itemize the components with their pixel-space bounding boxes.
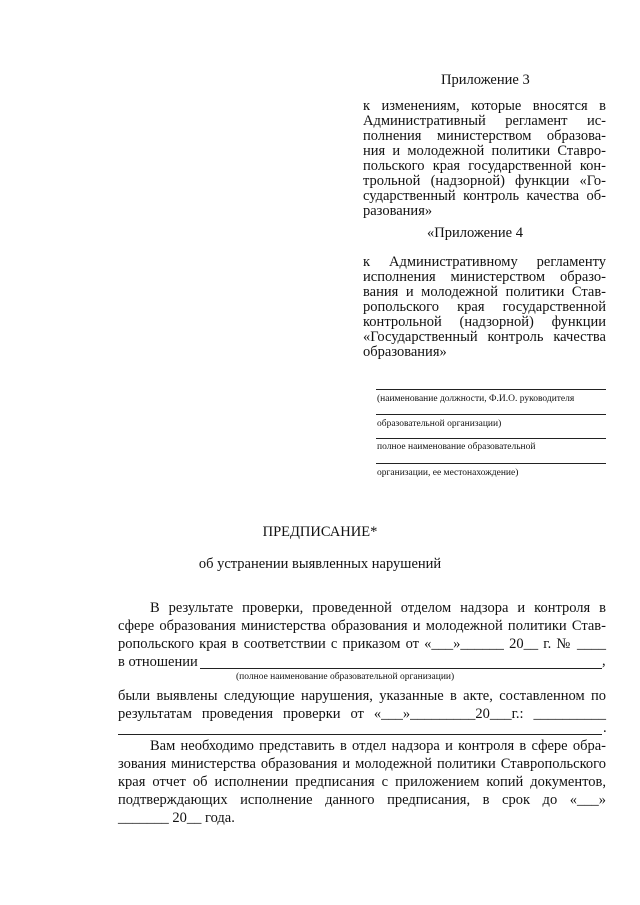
comma: ,: [602, 653, 606, 669]
paragraph-line: сфере образования министерства образования и молодежной политики Став-: [118, 618, 606, 634]
appendix-3-line: польского края государственной кон-: [363, 158, 606, 174]
paragraph-line: ропольского края в соответствии с приказом от «___»______ 20__ г. № ____: [118, 636, 606, 652]
appendix-4-line: исполнения министерством образо-: [363, 269, 606, 285]
appendix-4-line: ропольского края государственной: [363, 299, 606, 315]
appendix-3-line: ния и молодежной политики Ставро-: [363, 143, 606, 159]
paragraph-line: были выявлены следующие нарушения, указанные в акте, составленном по: [118, 688, 606, 704]
appendix-4-line: вания и молодежной политики Став-: [363, 284, 606, 300]
appendix-4-line: образования»: [363, 344, 447, 360]
appendix-4-line: к Административному регламенту: [363, 254, 606, 270]
recipient-caption: организации, ее местонахождение): [377, 468, 519, 478]
organization-caption: (полное наименование образовательной организации): [236, 672, 455, 682]
recipient-line: [376, 389, 606, 390]
paragraph-line: _______ 20__ года.: [118, 810, 235, 826]
appendix-3-line: трольной (надзорной) функции «Го-: [363, 173, 606, 189]
appendix-3-line: полнения министерством образова-: [363, 128, 606, 144]
paragraph-line: В результате проверки, проведенной отделом надзора и контроля в: [150, 600, 606, 616]
violations-line: [118, 734, 602, 735]
paragraph-line: Вам необходимо представить в отдел надзора и контроля в сфере обра-: [150, 738, 606, 754]
appendix-3-title: Приложение 3: [441, 72, 530, 88]
paragraph-line: края отчет об исполнении предписания с приложением копий документов,: [118, 774, 606, 790]
recipient-line: [376, 438, 606, 439]
appendix-3-line: сударственный контроль качества об-: [363, 188, 606, 204]
recipient-line: [376, 463, 606, 464]
recipient-caption: (наименование должности, Ф.И.О. руководителя: [377, 394, 575, 404]
appendix-3-line: к изменениям, которые вносятся в: [363, 98, 606, 114]
recipient-caption: образовательной организации): [377, 419, 502, 429]
paragraph-line: зования министерства образования и молодежной политики Ставропольского: [118, 756, 606, 772]
appendix-4-line: контрольной (надзорной) функции: [363, 314, 606, 330]
recipient-caption: полное наименование образовательной: [377, 442, 536, 452]
appendix-4-line: «Государственный контроль качества: [363, 329, 606, 345]
recipient-line: [376, 414, 606, 415]
appendix-4-title: «Приложение 4: [427, 225, 523, 241]
regarding-label: в отношении: [118, 654, 198, 670]
appendix-3-line: Административный регламент ис-: [363, 113, 606, 129]
paragraph-line: результатам проведения проверки от «___»_________20___г.: __________: [118, 706, 606, 722]
period: .: [603, 720, 607, 736]
paragraph-line: подтверждающих исполнение данного предписания, в срок до «___»: [118, 792, 606, 808]
document-subtitle: об устранении выявленных нарушений: [198, 556, 442, 572]
organization-name-line: [200, 668, 602, 669]
appendix-3-line: разования»: [363, 203, 433, 219]
document-title: ПРЕДПИСАНИЕ*: [262, 524, 378, 540]
